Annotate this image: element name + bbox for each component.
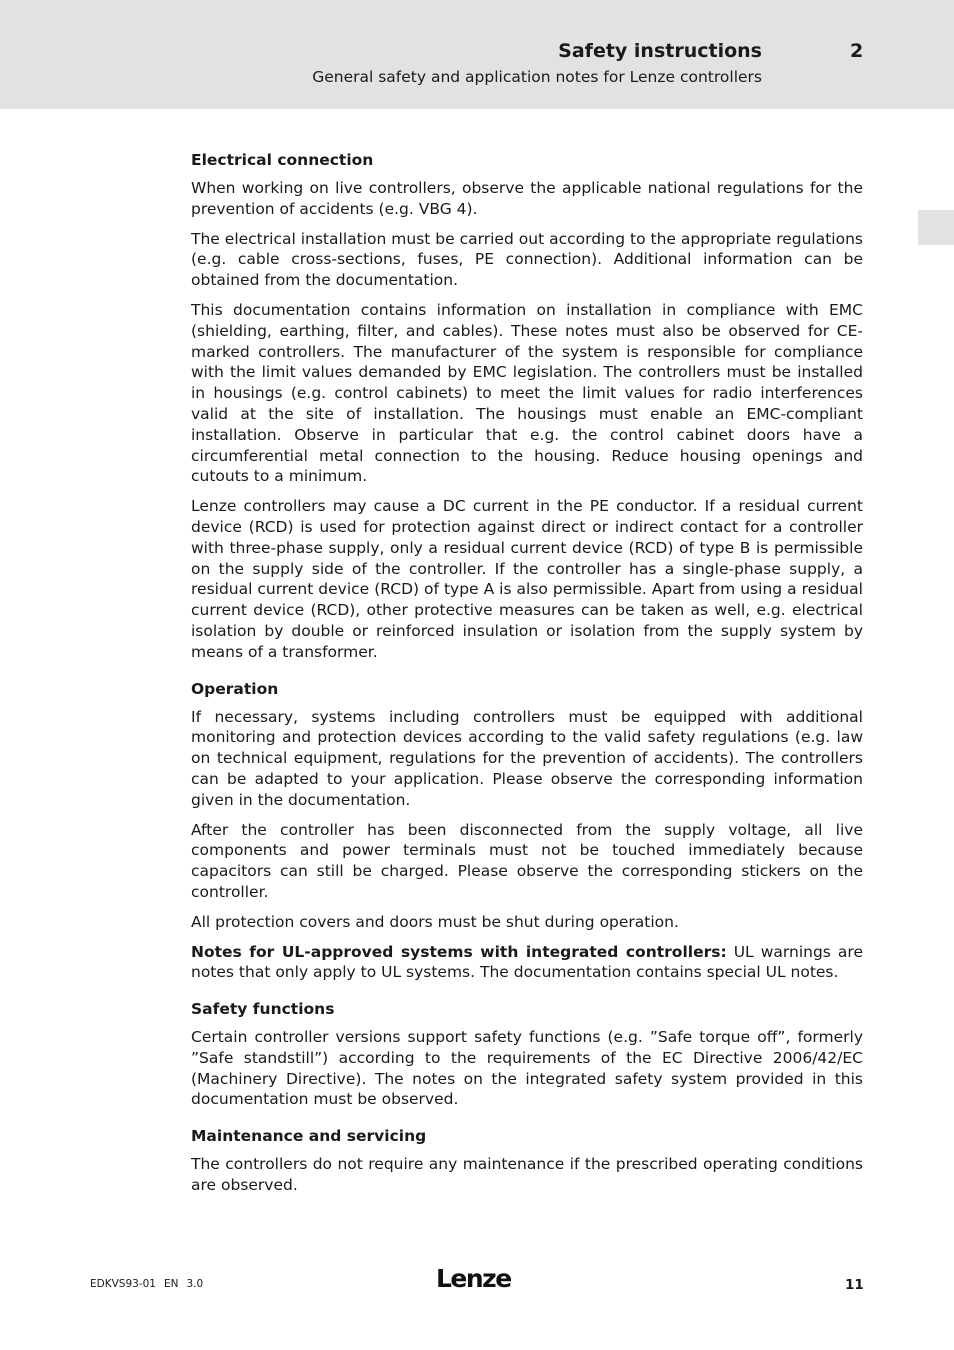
paragraph: If necessary, systems including controllers must be equipped with additional monitoring and protection devices according to the valid safety regulations (e.g. law on technical equipment, regulations for the prevention of accidents). The controllers can be adapted to your application. Please observe the corresponding information given in the documentation. <box>191 707 863 809</box>
section-heading: Electrical connection <box>191 151 374 169</box>
lenze-logo: Lenze <box>436 1264 511 1293</box>
doc-id: EDKVS93-01 <box>90 1278 156 1290</box>
ul-note-label: Notes for UL-approved systems with integrated controllers: <box>191 942 727 961</box>
section-operation <box>191 679 863 984</box>
chapter-number: 2 <box>850 40 864 62</box>
paragraph: After the controller has been disconnected from the supply voltage, all live components and power terminals must not be touched immediately because capacitors can still be charged. Please observe the corresponding stickers on the controller. <box>191 820 863 901</box>
chapter-title: Safety instructions <box>558 40 762 62</box>
paragraph: Lenze controllers may cause a DC current in the PE conductor. If a residual current device (RCD) is used for protection against direct or indirect contact for a controller with three-phase supply, only a residual current device (RCD) of type B is permissible on the supply side of the controller. If the controller has a single-phase supply, a residual current device (RCD) of type A is also permissible. Apart from using a residual current device (RCD), other protective measures can be taken as well, e.g. electrical isolation by double or reinforced insulation or isolation from the supply system by means of a transformer. <box>191 497 863 661</box>
paragraph: The controllers do not require any maintenance if the prescribed operating conditions are observed. <box>191 1155 863 1195</box>
ul-note-text: UL warnings are notes that only apply to UL systems. The documentation contains special UL notes. <box>191 942 863 982</box>
paragraph: The electrical installation must be carried out according to the appropriate regulations (e.g. cable cross-sections, fuses, PE connection). Additional information can be obtained from the documentation. <box>191 229 863 290</box>
section-maintenance <box>191 1126 863 1196</box>
section-heading: Maintenance and servicing <box>191 1127 427 1146</box>
section-safety-functions <box>191 999 863 1110</box>
section-heading: Safety functions <box>191 1000 335 1019</box>
paragraph: When working on live controllers, observe the applicable national regulations for the prevention of accidents (e.g. VBG 4). <box>191 179 863 218</box>
doc-version: 3.0 <box>186 1278 204 1290</box>
page-content <box>191 150 863 1212</box>
section-electrical-connection <box>191 150 863 663</box>
page-number: 11 <box>845 1277 864 1293</box>
page-header <box>0 0 954 109</box>
ul-note-paragraph <box>191 942 863 984</box>
paragraph: Certain controller versions support safety functions (e.g. ”Safe torque off”, formerly ”Safe standstill”) according to the requirements of the EC Directive 2006/42/EC (Machinery Directive). The notes on the integrated safety system provided in this documentation must be observed. <box>191 1028 863 1109</box>
paragraph: All protection covers and doors must be shut during operation. <box>191 912 679 931</box>
chapter-side-tab <box>918 210 954 245</box>
paragraph: This documentation contains information on installation in compliance with EMC (shielding, earthing, filter, and cables). These notes must also be observed for CE-marked controllers. The manufacturer of the system is responsible for compliance with the limit values demanded by EMC legislation. The controllers must be installed in housings (e.g. control cabinets) to meet the limit values for radio interferences valid at the site of installation. The housings must enable an EMC-compliant installation. Observe in particular that e.g. the control cabinet doors have a circumferential metal connection to the housing. Reduce housing openings and cutouts to a minimum. <box>191 300 863 486</box>
section-heading: Operation <box>191 679 279 698</box>
footer-document-id <box>90 1278 211 1290</box>
chapter-subtitle: General safety and application notes for Lenze controllers <box>312 68 762 86</box>
doc-language: EN <box>163 1278 179 1290</box>
